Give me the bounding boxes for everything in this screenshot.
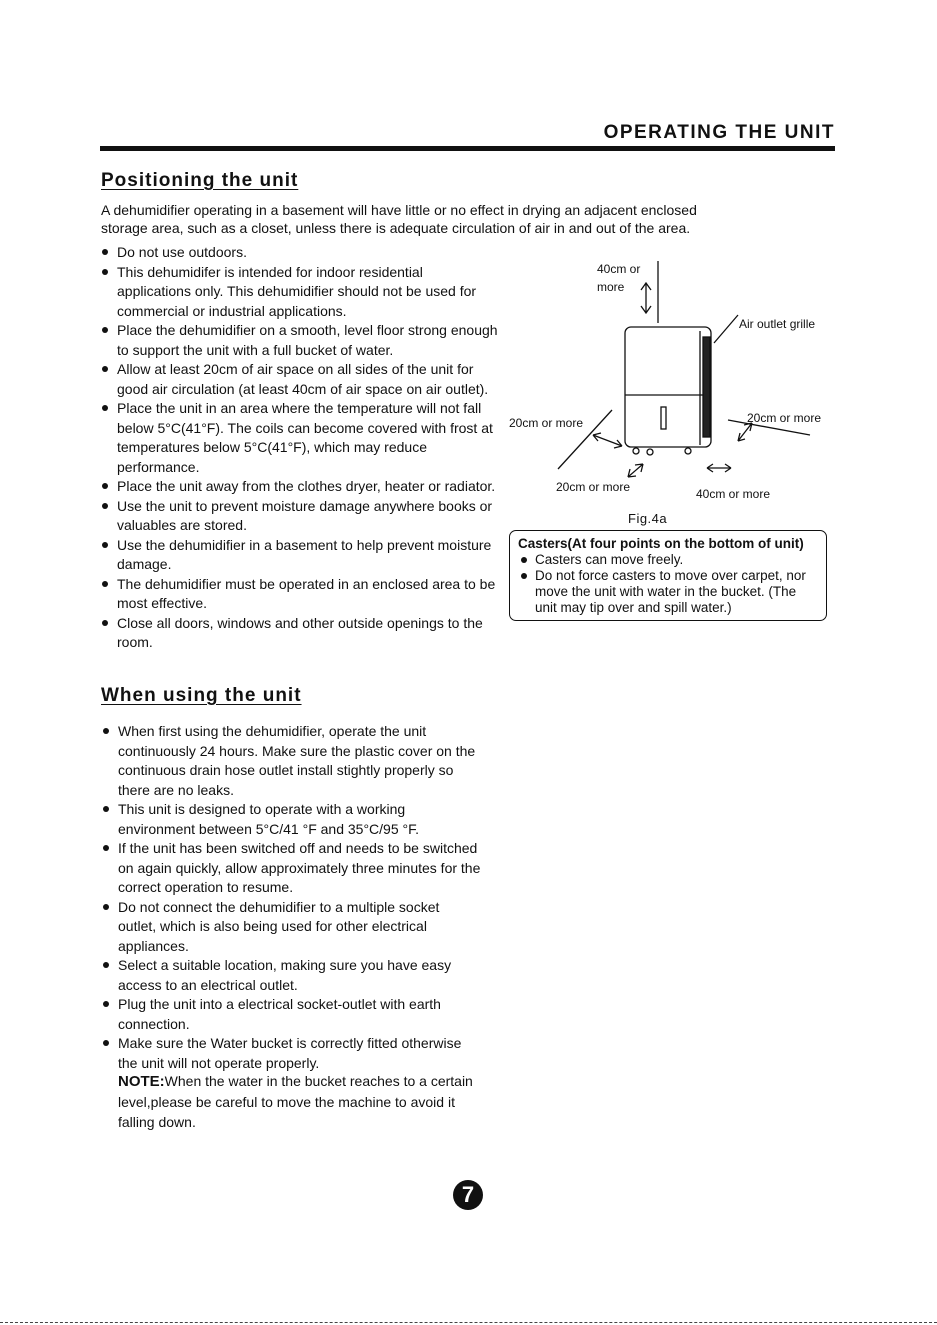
note-label: NOTE:	[118, 1073, 165, 1090]
figure-label-top-1: 40cm or	[597, 262, 641, 276]
list-item: When first using the dehumidifier, operate the unit continuously 24 hours. Make sure the plastic cover on the continuous drain hose outlet install stightly properly so there are no leaks.	[101, 722, 481, 800]
bottom-rule	[0, 1322, 937, 1323]
list-item: Close all doors, windows and other outside openings to the room.	[100, 614, 500, 653]
list-item: Place the dehumidifier on a smooth, level floor strong enough to support the unit with a full bucket of water.	[100, 321, 500, 360]
list-item: Use the dehumidifier in a basement to help prevent moisture damage.	[100, 536, 500, 575]
figure-label-left: 20cm or more	[509, 416, 584, 430]
section-title-positioning: Positioning the unit	[101, 170, 299, 191]
list-item: This dehumidifer is intended for indoor residential applications only. This dehumidifier should not be used for commercial or industrial applications.	[100, 263, 500, 322]
list-item: Do not force casters to move over carpet, nor move the unit with water in the bucket. (The unit may tip over and spill water.)	[518, 568, 818, 616]
note-text: When the water in the bucket reaches to a certain level,please be careful to move the machine to avoid it falling down.	[118, 1073, 473, 1130]
list-item: Place the unit away from the clothes dryer, heater or radiator.	[100, 477, 500, 497]
list-item: Make sure the Water bucket is correctly fitted otherwise the unit will not operate properly.	[101, 1034, 481, 1073]
figure-label-bottom-right: 40cm or more	[696, 487, 771, 501]
figure-label-bottom-left: 20cm or more	[556, 480, 631, 494]
section-title-using: When using the unit	[101, 685, 302, 706]
casters-list	[518, 552, 818, 616]
note-block	[118, 1071, 488, 1132]
list-item: The dehumidifier must be operated in an enclosed area to be most effective.	[100, 575, 500, 614]
list-item: This unit is designed to operate with a working environment between 5°C/41 °F and 35°C/95 °F.	[101, 800, 481, 839]
list-item: Do not connect the dehumidifier to a multiple socket outlet, which is also being used for other electrical appliances.	[101, 898, 481, 957]
list-item: If the unit has been switched off and needs to be switched on again quickly, allow approximately three minutes for the correct operation to resume.	[101, 839, 481, 898]
list-item: Do not use outdoors.	[100, 243, 500, 263]
positioning-intro: A dehumidifier operating in a basement will have little or no effect in drying an adjacent enclosed storage area, such as a closet, unless there is adequate circulation of air in and out of the area.	[101, 202, 697, 236]
list-item: Allow at least 20cm of air space on all sides of the unit for good air circulation (at least 40cm of air space on air outlet).	[100, 360, 500, 399]
page-number: 7	[453, 1180, 483, 1210]
clearance-diagram	[500, 255, 840, 530]
figure-label-top-2: more	[597, 280, 625, 294]
figure-label-right: 20cm or more	[747, 411, 822, 425]
casters-box	[509, 530, 827, 621]
list-item: Casters can move freely.	[518, 552, 818, 568]
list-item: Select a suitable location, making sure you have easy access to an electrical outlet.	[101, 956, 481, 995]
casters-title: Casters(At four points on the bottom of unit)	[518, 536, 804, 551]
header-title: OPERATING THE UNIT	[603, 122, 835, 143]
positioning-list	[100, 243, 500, 653]
header-rule	[100, 146, 835, 151]
using-list	[101, 722, 481, 1073]
figure-caption: Fig.4a	[628, 511, 668, 526]
figure-label-outlet: Air outlet grille	[739, 317, 816, 331]
list-item: Plug the unit into a electrical socket-outlet with earth connection.	[101, 995, 481, 1034]
list-item: Use the unit to prevent moisture damage anywhere books or valuables are stored.	[100, 497, 500, 536]
list-item: Place the unit in an area where the temperature will not fall below 5°C(41°F). The coils can become covered with frost at temperatures below 5°C(41°F), which may reduce performance.	[100, 399, 500, 477]
